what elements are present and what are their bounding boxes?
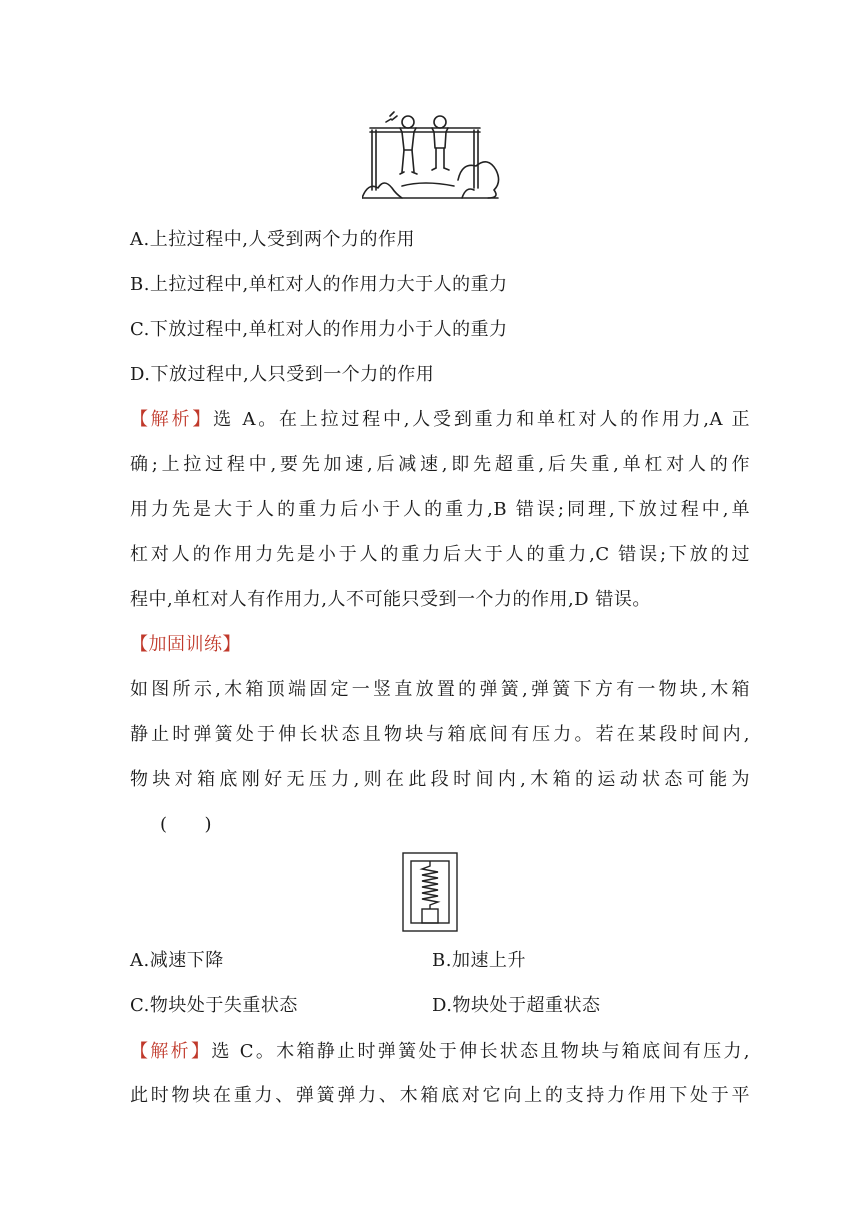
q1-option-d: D.下放过程中,人只受到一个力的作用 xyxy=(130,364,435,385)
q1-option-a: A.上拉过程中,人受到两个力的作用 xyxy=(130,229,415,250)
q1-option-c: C.下放过程中,单杠对人的作用力小于人的重力 xyxy=(130,319,508,340)
reinforce-stem-line: 静止时弹簧处于伸长状态且物块与箱底间有压力。若在某段时间内, xyxy=(130,724,750,745)
q1-analysis-tag: 【解析】 xyxy=(130,409,214,430)
q1-analysis-line: 杠对人的作用力先是小于人的重力后大于人的重力,C 错误;下放的过 xyxy=(130,544,750,565)
answer-blank: ( ) xyxy=(160,814,213,835)
q1-analysis-line: 程中,单杠对人有作用力,人不可能只受到一个力的作用,D 错误。 xyxy=(130,589,651,610)
reinforce-analysis-line: 【解析】选 C。木箱静止时弹簧处于伸长状态且物块与箱底间有压力, xyxy=(130,1041,750,1062)
reinforce-analysis-line: 此时物块在重力、弹簧弹力、木箱底对它向上的支持力作用下处于平 xyxy=(130,1085,750,1106)
reinforce-option-b: B.加速上升 xyxy=(432,950,526,971)
spring-box-diagram xyxy=(402,852,458,932)
q1-analysis-line: 用力先是大于人的重力后小于人的重力,B 错误;同理,下放过程中,单 xyxy=(130,499,750,520)
reinforce-option-a: A.减速下降 xyxy=(130,950,224,971)
q1-analysis-line: 确;上拉过程中,要先加速,后减速,即先超重,后失重,单杠对人的作 xyxy=(130,454,750,475)
reinforce-analysis-tag: 【解析】 xyxy=(130,1041,212,1062)
pull-up-illustration xyxy=(362,110,502,202)
reinforce-stem-line: 物块对箱底刚好无压力,则在此段时间内,木箱的运动状态可能为 xyxy=(130,769,750,790)
reinforce-stem-line: 如图所示,木箱顶端固定一竖直放置的弹簧,弹簧下方有一物块,木箱 xyxy=(130,679,750,700)
reinforce-option-c: C.物块处于失重状态 xyxy=(130,995,298,1016)
reinforce-option-d: D.物块处于超重状态 xyxy=(432,995,601,1016)
reinforce-heading: 【加固训练】 xyxy=(130,634,241,655)
q1-analysis-line: 【解析】选 A。在上拉过程中,人受到重力和单杠对人的作用力,A 正 xyxy=(130,409,751,430)
q1-option-b: B.上拉过程中,单杠对人的作用力大于人的重力 xyxy=(130,274,508,295)
